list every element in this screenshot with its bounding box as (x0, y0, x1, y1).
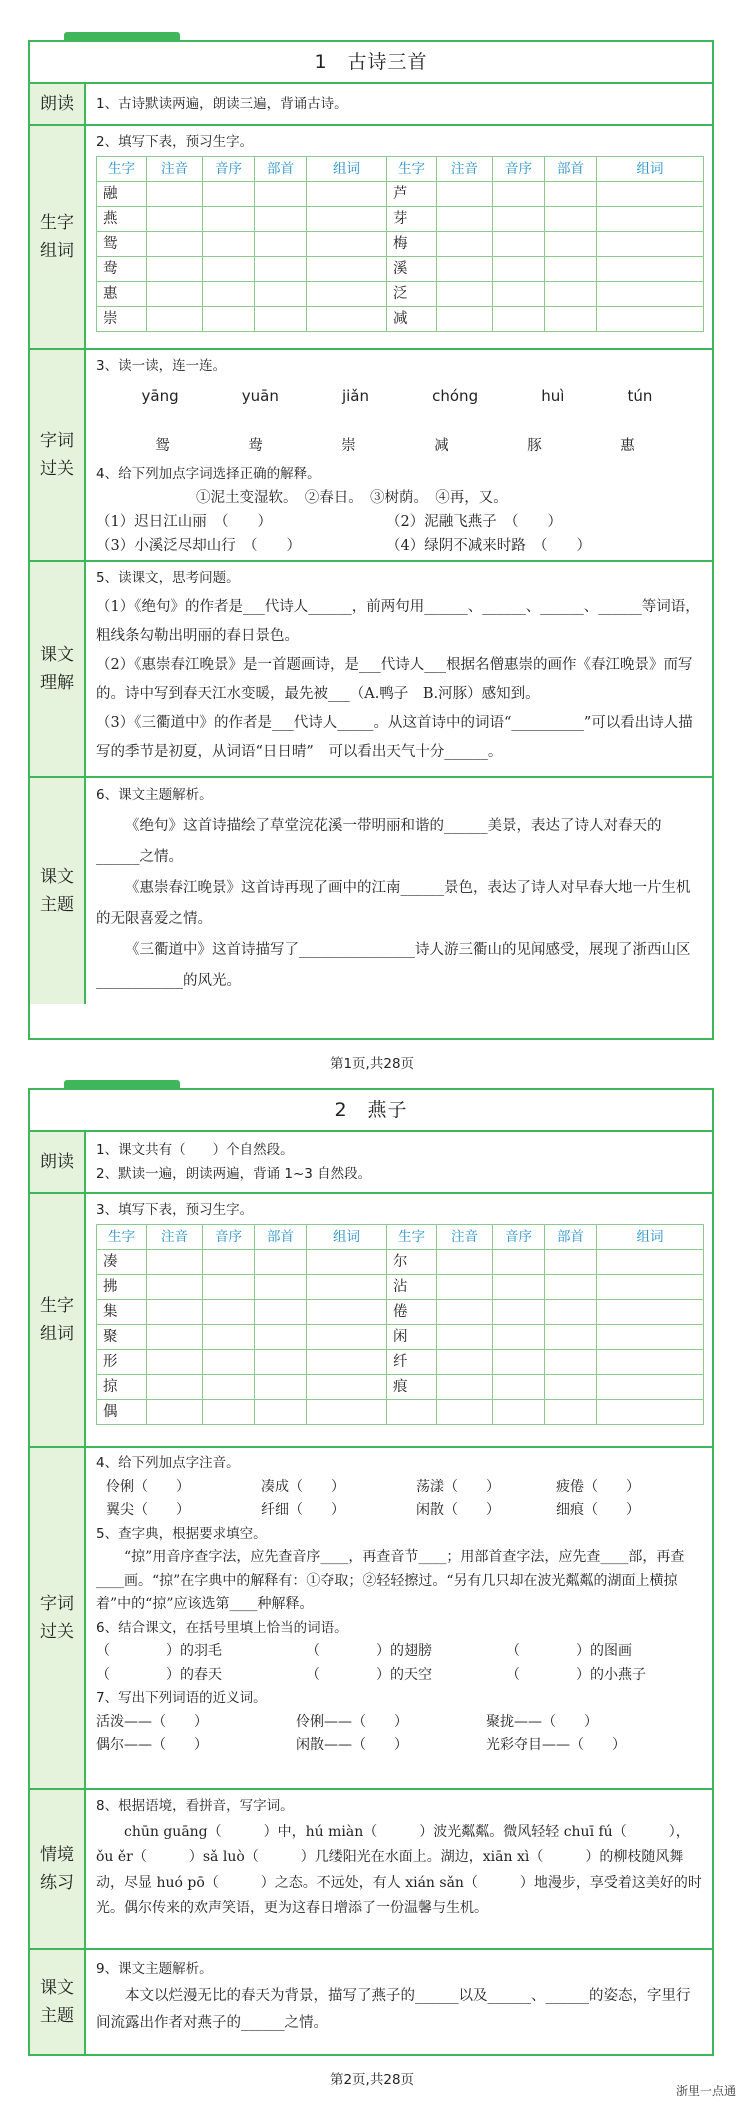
table-row: 鸳 梅 (97, 232, 704, 257)
question-5: 5、查字典，根据要求填空。 (96, 1525, 267, 1542)
section-label: 字词 过关 (30, 350, 86, 560)
section-label: 课文 主题 (30, 1950, 86, 2054)
section-characters (30, 1194, 712, 1448)
table-row: 惠 泛 (97, 282, 704, 307)
q5-item-1: （1）《绝句》的作者是___代诗人______，前两句用______、______、______、______等词语，粗线条勾勒出明丽的春日景色。 (96, 599, 700, 644)
question-9: 9、课文主题解析。 (96, 1961, 213, 1977)
q5-text: “掠”用音序查字法，应先查音序____，再查音节____；用部首查字法，应先查____部，再查____画。“掠”在字典中的解释有：①夺取；②轻轻擦过。“另有几只却在波光粼粼的湖面上横掠着”中的“掠”应该选第____种解释。 (96, 1549, 685, 1612)
section-vocab: 字词 过关 3、读一读，连一连。 yāng yuān jiǎn chóng huì tún 鸳 鸯 崇 减 豚 惠 4、给下列加点字词选择正确的解释。 ①泥土变湿软。 ②春日。 ③树荫。 ④再，又。 （1）迟日江山丽 （ ） （2）泥融飞燕子 （ ） （3）小溪泛尽却山行 （ ） （4）绿阴不减来时路 （ ） (30, 350, 712, 562)
question-4: 4、给下列加点字词选择正确的解释。 (96, 466, 321, 482)
table-row: 崇 减 (97, 307, 704, 332)
theme-1: 《绝句》这首诗描绘了草堂浣花溪一带明丽和谐的______美景，表达了诗人对春天的______之情。 (96, 818, 662, 865)
page-tab (64, 1080, 180, 1090)
q8-text: chūn guāng（ ）中，hú miàn（ ）波光粼粼。微风轻轻 chuī fú（ ），ǒu ěr（ ）sǎ luò（ ）几缕阳光在水面上。湖边，xiān xì（ ）的柳枝随风舞动，尽显 huó pō（ ）之态。不远处，有人 xián sǎn（ ）地漫步，享受着这美好的时光。偶尔传来的欢声笑语，更为这春日增添了一份温馨与生机。 (96, 1823, 702, 1916)
question-6: 6、结合课文，在括号里填上恰当的词语。 (96, 1619, 348, 1636)
table-row: 融 芦 (97, 182, 704, 207)
q5-item-2: （2）《惠崇春江晚景》是一首题画诗，是___代诗人___根据名僧惠崇的画作《春江晚景》而写的。诗中写到春天江水变暖，最先被___（A.鸭子 B.河豚）感知到。 (96, 657, 693, 702)
question-8: 8、根据语境，看拼音，写字词。 (96, 1798, 294, 1814)
section-label: 朗读 (30, 1132, 86, 1192)
section-label: 情境 练习 (30, 1790, 86, 1948)
q5-item-3: （3）《三衢道中》的作者是___代诗人_____。从这首诗中的词语“__________”可以看出诗人描写的季节是初夏，从词语“日日晴” 可以看出天气十分______。 (96, 715, 693, 760)
question-2: 2、填写下表，预习生字。 (96, 134, 254, 150)
read-item-1: 1、课文共有（ ）个自然段。 (96, 1142, 294, 1158)
character-table (96, 1224, 704, 1425)
lesson-title: 2 燕子 (30, 1090, 712, 1132)
theme-3: 《三衢道中》这首诗描写了________________诗人游三衢山的见闻感受，展现了浙西山区____________的风光。 (96, 942, 691, 989)
watermark-text: 浙里一点通 (675, 2084, 736, 2098)
section-vocab: 字词 过关 4、给下列加点字注音。 伶俐（ ） 凑成（ ） 荡漾（ ） 疲倦（ ） 翼尖（ ） 纤细（ ） 闲散（ ） 细痕（ ） 5、查字典，根据要求填空。 “掠”用音序查字法，应先查音序____，再查音节____；用部首查字法，应先查____部，再查____画。“掠”在字典中的解释有：①夺取；②轻轻擦过。“另有几只却在波光粼粼的湖面上横掠着”中的“掠”应该选第____种解释。 6、结合课文，在括号里填上恰当的词语。 （ ）的羽毛 （ ）的翅膀 （ ）的图画 （ ）的春天 （ ）的天空 （ ）的小燕子 7、写出下列词语的近义词。 活泼——（ ） 伶俐——（ ） 聚拢——（ ） 偶尔——（ ） 闲散——（ ） 光彩夺目——（ ） (30, 1448, 712, 1790)
section-label: 朗读 (30, 84, 86, 124)
options: ①泥土变湿软。 ②春日。 ③树荫。 ④再，又。 (196, 490, 508, 506)
section-label: 生字 组词 (30, 1194, 86, 1446)
page-tab (64, 32, 180, 42)
table-row: 形 纤 (97, 1350, 704, 1375)
table-row: 集 倦 (97, 1300, 704, 1325)
question-5: 5、读课文，思考问题。 (96, 570, 240, 586)
read-instruction: 1、古诗默读两遍，朗读三遍，背诵古诗。 (96, 96, 348, 112)
question-4: 4、给下列加点字注音。 (96, 1455, 240, 1471)
table-header: 生字 注音 音序 部首 组词 生字 注音 音序 部首 组词 (97, 1225, 704, 1250)
section-label: 课文 主题 (30, 778, 86, 1004)
table-row: 燕 芽 (97, 207, 704, 232)
section-characters (30, 126, 712, 350)
table-row: 凑 尔 (97, 1250, 704, 1275)
hanzi-row: 鸳 鸯 崇 减 豚 惠 (155, 438, 635, 454)
section-theme (30, 1950, 712, 2054)
section-theme (30, 778, 712, 1004)
question-7: 7、写出下列词语的近义词。 (96, 1690, 267, 1706)
table-row: 拂 沾 (97, 1275, 704, 1300)
section-label: 课文 理解 (30, 562, 86, 776)
section-context (30, 1790, 712, 1950)
worksheet-page-1 (28, 40, 714, 1040)
page-number: 第1页,共28页 (329, 1056, 415, 1072)
worksheet-page-2 (28, 1088, 714, 2056)
section-label: 字词 过关 (30, 1448, 86, 1788)
lesson-title: 1 古诗三首 (30, 42, 712, 84)
pinyin-row: yāng yuān jiǎn chóng huì tún (141, 387, 653, 405)
section-read (30, 1132, 712, 1194)
question-3: 3、填写下表，预习生字。 (96, 1202, 254, 1218)
table-row: 聚 闲 (97, 1325, 704, 1350)
table-row: 偶 (97, 1400, 704, 1425)
section-read (30, 84, 712, 126)
table-row: 鸯 溪 (97, 257, 704, 282)
read-item-2: 2、默读一遍，朗读两遍，背诵 1~3 自然段。 (96, 1166, 372, 1182)
q9-text: 本文以烂漫无比的春天为背景，描写了燕子的______以及______、______的姿态，字里行间流露出作者对燕子的______之情。 (96, 1988, 691, 2031)
theme-2: 《惠崇春江晚景》这首诗再现了画中的江南______景色，表达了诗人对早春大地一片生机的无限喜爱之情。 (96, 880, 691, 927)
section-label: 生字 组词 (30, 126, 86, 348)
section-comprehension (30, 562, 712, 778)
page-number: 第2页,共28页 (329, 2072, 415, 2088)
table-header: 生字 注音 音序 部首 组词 生字 注音 音序 部首 组词 (97, 157, 704, 182)
question-3: 3、读一读，连一连。 (96, 358, 227, 374)
character-table (96, 156, 704, 332)
question-6: 6、课文主题解析。 (96, 787, 213, 803)
table-row: 掠 痕 (97, 1375, 704, 1400)
